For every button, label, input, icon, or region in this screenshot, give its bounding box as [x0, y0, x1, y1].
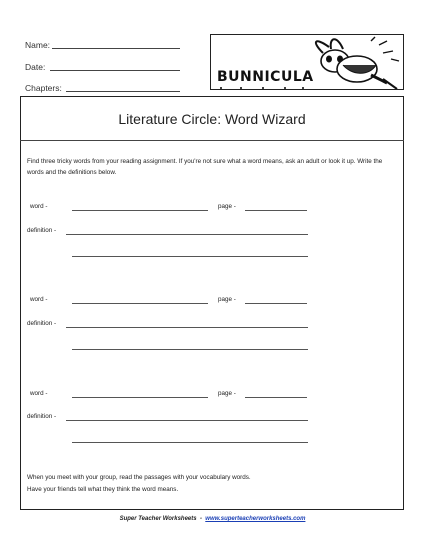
page-title: Literature Circle: Word Wizard — [118, 111, 306, 127]
definition-line-1a[interactable] — [66, 234, 308, 235]
footer-brand: Super Teacher Worksheets — [119, 516, 197, 522]
title-divider — [20, 140, 404, 141]
page-label-3: page - — [218, 390, 236, 397]
definition-line-2b[interactable] — [72, 349, 308, 350]
word-label-1: word - — [30, 203, 48, 210]
page-line-1[interactable] — [245, 210, 307, 211]
chapters-field-line[interactable] — [66, 91, 180, 92]
footer-url-link[interactable]: www.superteacherworksheets.com — [205, 516, 306, 522]
name-field-line[interactable] — [52, 48, 180, 49]
page-label-1: page - — [218, 203, 236, 210]
page-label-2: page - — [218, 296, 236, 303]
bunnicula-logo — [210, 34, 404, 90]
definition-line-2a[interactable] — [66, 327, 308, 328]
date-field-line[interactable] — [50, 70, 180, 71]
closing-line-2: Have your friends tell what they think the word means. — [27, 486, 179, 493]
chapters-label: Chapters: — [25, 83, 62, 93]
word-label-2: word - — [30, 296, 48, 303]
footer — [0, 516, 425, 522]
definition-line-1b[interactable] — [72, 256, 308, 257]
definition-label-2: definition - — [27, 320, 57, 327]
instructions-text: Find three tricky words from your reading assignment. If you're not sure what a word means, ask an adult or look it up. Write the words and the definitions below. — [27, 158, 383, 176]
word-label-3: word - — [30, 390, 48, 397]
closing-line-1: When you meet with your group, read the passages with your vocabulary words. — [27, 474, 251, 481]
logo-title: BUNNICULA — [217, 69, 314, 85]
name-label: Name: — [25, 40, 51, 50]
closing-instructions — [27, 472, 399, 496]
word-line-1[interactable] — [72, 210, 208, 211]
definition-label-1: definition - — [27, 227, 57, 234]
definition-line-3b[interactable] — [72, 442, 308, 443]
footer-separator: - — [199, 516, 202, 522]
page-line-3[interactable] — [245, 397, 307, 398]
page-line-2[interactable] — [245, 303, 307, 304]
definition-label-3: definition - — [27, 413, 57, 420]
definition-line-3a[interactable] — [66, 420, 308, 421]
word-line-2[interactable] — [72, 303, 208, 304]
word-line-3[interactable] — [72, 397, 208, 398]
date-label: Date: — [25, 62, 46, 72]
